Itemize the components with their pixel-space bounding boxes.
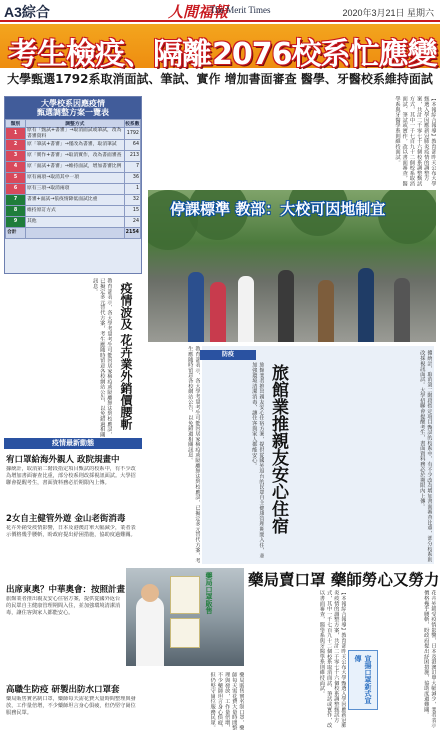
- news-item-title: 2女自主健管外遊 金山老街消毒: [6, 514, 126, 524]
- epidemic-flowers-headline: 疫情波及 花卉業外銷價腰斬: [119, 282, 133, 431]
- table-total-row: 合計 2154: [6, 228, 141, 239]
- article-column: 藥局販售實名制口罩，藥師每天需花費大量時間整理與發放，工作量倍增，不少藥師坦言身心俱疲，但仍堅守崗位服務民眾。: [209, 672, 244, 731]
- newspaper-logo: 人間福報: [168, 3, 229, 21]
- table-row: 9 其他 24: [6, 217, 141, 228]
- masthead: [0, 0, 440, 22]
- table-title: 大學校系因應疫情 甄選調整方案一覽表: [5, 97, 141, 119]
- adjustment-table: [4, 96, 142, 274]
- hotel-headline: 旅館業推親友安心住宿: [268, 364, 288, 534]
- article-column: 據統計，取消第二階段指定項目甄試的校系中，有不少改為增加書面審查比重，部分校系則改採視訊面試。大學招聯會提醒考生，書面資料務必於期限內上傳。: [418, 350, 432, 562]
- table-row: 4 原「面試+書審」→維持面試，增加書審比例 7: [6, 162, 141, 173]
- headline-part1: 考生檢疫、隔離: [8, 37, 211, 72]
- table-row: 7 書審+面試→依疫情降低面試比重 32: [6, 195, 141, 206]
- table-header-count: 校系數: [124, 120, 140, 128]
- table-row: 5 原有兩項→取消其中一項 36: [6, 173, 141, 184]
- subheadline: 大學甄選1792系取消面試、筆試、實作 增加書面審查 醫學、牙醫校系維持面試: [7, 72, 433, 86]
- news-item-title: 出席東奧？中華奧會：按照計畫: [6, 585, 126, 595]
- table-row: 2 原「筆試+書審」→僅改為書審，取消筆試 64: [6, 140, 141, 151]
- headline-banner: [0, 24, 440, 72]
- photo-caption: 停課標準 教部：大校可因地制宜: [170, 200, 386, 218]
- pharmacy-sidebar-box: 宣揚口罩新式宣傳: [348, 650, 378, 710]
- table-row: 1 原有「甄試+書審」→取消面試或筆試，改為書審資料 1792: [6, 128, 141, 140]
- students-photo: [148, 190, 436, 342]
- news-item-body: 花卉外銷受疫情影響，日本及港澳訂單大幅減少，業者表示價格幾乎腰斬，盼政府提出紓困措施，協助度過難關。: [6, 525, 136, 538]
- article-column: 花卉外銷受疫情影響，日本及港澳訂單大幅減少，業者表示價格幾乎腰斬，盼政府提出紓困措施，協助度過難關。: [422, 590, 436, 728]
- news-item-body: 藥局販售實名制口罩，藥師每天需花費大量時間整理與發放，工作量倍增，不少藥師坦言身心俱疲，但仍堅守崗位服務民眾。: [6, 696, 136, 716]
- news-item-body: 據統計，取消第二階段指定項目甄試的校系中，有不少改為增加書面審查比重，部分校系則改採視訊面試。大學招聯會提醒考生，書面資料務必於期限內上傳。: [6, 466, 136, 486]
- article-column: 旅館業者推出親友安心住宿方案，提供從國外返台的民眾自主健康管理期間入住，並加強環境清潔消毒，讓住客與家人都能安心。: [250, 362, 264, 559]
- section-label: A3綜合: [4, 4, 50, 20]
- table-header-method: 調整方式: [26, 120, 125, 128]
- news-item-body: 旅館業者推出親友安心住宿方案，提供從國外返台的民眾自主健康管理期間入住，並加強環境清潔消毒，讓住客與家人都能安心。: [6, 596, 121, 616]
- newspaper-english-name: The Merit Times: [210, 5, 271, 15]
- article-column: 【本報綜合報導】教育部昨天公布大學甄選入學因應新冠肺炎疫情的調整方案，共計二千零七十六個校系調整甄試方式，其中一千七百九十二個校系取消面試、筆試或實作，改以書面審查，醫學系與牙醫學系則維持面試。: [318, 590, 346, 728]
- table-header-category: 類別: [6, 120, 26, 128]
- table-grid: [5, 119, 141, 239]
- latest-news-tag: 疫情最新動態: [4, 438, 142, 449]
- pharmacy-photo-caption: 藥局口罩販售: [205, 572, 213, 614]
- hotel-tag: 防疫: [200, 350, 256, 360]
- pharmacy-headline: 藥局賣口罩 藥師勞心又勞力: [248, 571, 440, 589]
- article-column: 【本報綜合報導】教育部昨天公布大學甄選入學因應新冠肺炎疫情的調整方案，共計二千零七十六個校系調整甄試方式，其中一千七百九十二個校系取消面試、筆試或實作，改以書面審查，醫學系與牙醫學系則維持面試。: [393, 96, 436, 187]
- issue-date: 2020年3月21日 星期六: [342, 8, 434, 18]
- article-column: 教育部表示，各大學考量考生可能因居家檢疫或隔離無法到校應試，已擬定多元替代方案，考生應隨時留意各校網站公告，以免錯過相關訊息。: [186, 346, 200, 564]
- table-row: 3 原「實作+書審」→取消實作，改為書面審查 213: [6, 151, 141, 162]
- table-row: 6 原有三項→取消兩項 1: [6, 184, 141, 195]
- news-item-title: 高職生防疫 研製出防水口罩套: [6, 685, 120, 695]
- article-column: 教育部表示，各大學考量考生可能因居家檢疫或隔離無法到校應試，已擬定多元替代方案，考生應隨時留意各校網站公告，以免錯過相關訊息。: [91, 278, 112, 437]
- pharmacy-photo: [126, 568, 244, 666]
- headline-part2: 2076校系忙應變: [212, 37, 437, 72]
- news-item-title: 宥口罩給海外親人 政院規畫中: [6, 455, 120, 465]
- table-row: 8 維持原訂方式 15: [6, 206, 141, 217]
